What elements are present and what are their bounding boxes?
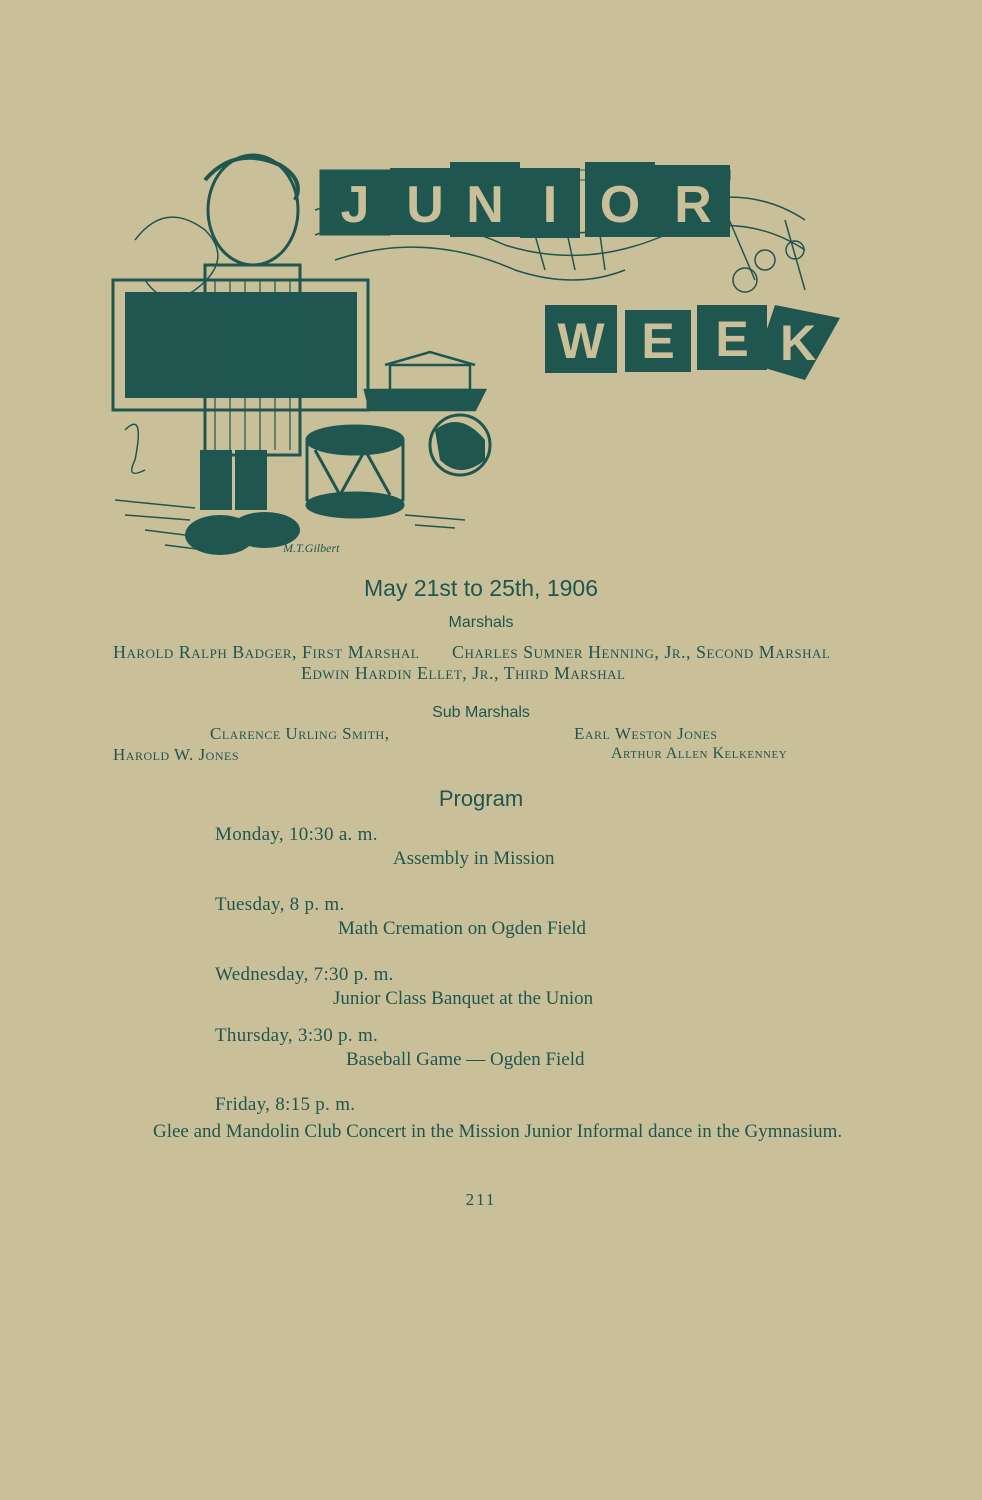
date-line: May 21st to 25th, 1906 <box>364 575 598 601</box>
sub-marshals-heading: Sub Marshals <box>432 704 530 721</box>
sub-marshal-3: Harold W. Jones <box>113 745 239 764</box>
blackboard <box>113 280 368 410</box>
program-event-thursday: Baseball Game — Ogden Field <box>346 1049 585 1070</box>
sub-marshal-1: Clarence Urling Smith, <box>210 724 390 743</box>
program-event-monday: Assembly in Mission <box>393 848 555 869</box>
second-marshal: Charles Sumner Henning, Jr., Second Marshal <box>452 642 831 662</box>
third-marshal: Edwin Hardin Ellet, Jr., Third Marshal <box>301 663 626 683</box>
block-letter-e2: E <box>715 311 749 367</box>
block-letter-i: I <box>542 176 558 234</box>
block-letter-r: R <box>674 176 712 234</box>
marshals-heading: Marshals <box>448 614 514 631</box>
program-day-tuesday: Tuesday, 8 p. m. <box>215 894 345 915</box>
junior-week-illustration <box>105 140 855 570</box>
program-day-monday: Monday, 10:30 a. m. <box>215 824 378 845</box>
ball <box>430 415 490 475</box>
block-letter-e1: E <box>641 313 675 369</box>
first-marshal: Harold Ralph Badger, First Marshal <box>113 642 420 662</box>
program-day-friday: Friday, 8:15 p. m. <box>215 1094 356 1115</box>
block-letter-o: O <box>599 176 641 234</box>
program-day-thursday: Thursday, 3:30 p. m. <box>215 1025 379 1046</box>
drum <box>307 426 403 517</box>
program-title: Program <box>438 786 524 811</box>
sub-marshal-2: Earl Weston Jones <box>574 724 718 743</box>
program-event-wednesday: Junior Class Banquet at the Union <box>333 988 594 1009</box>
program-event-friday: Glee and Mandolin Club Concert in the Mission Junior Informal dance in the Gymnasium. <box>153 1121 843 1142</box>
block-letter-n: N <box>466 176 504 234</box>
sub-marshal-4: Arthur Allen Kelkenney <box>611 745 788 762</box>
block-letter-w: W <box>557 313 605 369</box>
program-event-tuesday: Math Cremation on Ogden Field <box>338 918 587 939</box>
block-letter-k: K <box>779 315 817 371</box>
artist-signature: M.T.Gilbert <box>283 541 340 555</box>
page-number: 211 <box>465 1190 497 1209</box>
block-letter-u: U <box>406 176 444 234</box>
block-letter-j: J <box>340 176 370 234</box>
week-blocks <box>545 305 840 380</box>
toy-ark <box>365 352 485 410</box>
junior-blocks <box>320 162 730 238</box>
program-day-wednesday: Wednesday, 7:30 p. m. <box>215 964 394 985</box>
